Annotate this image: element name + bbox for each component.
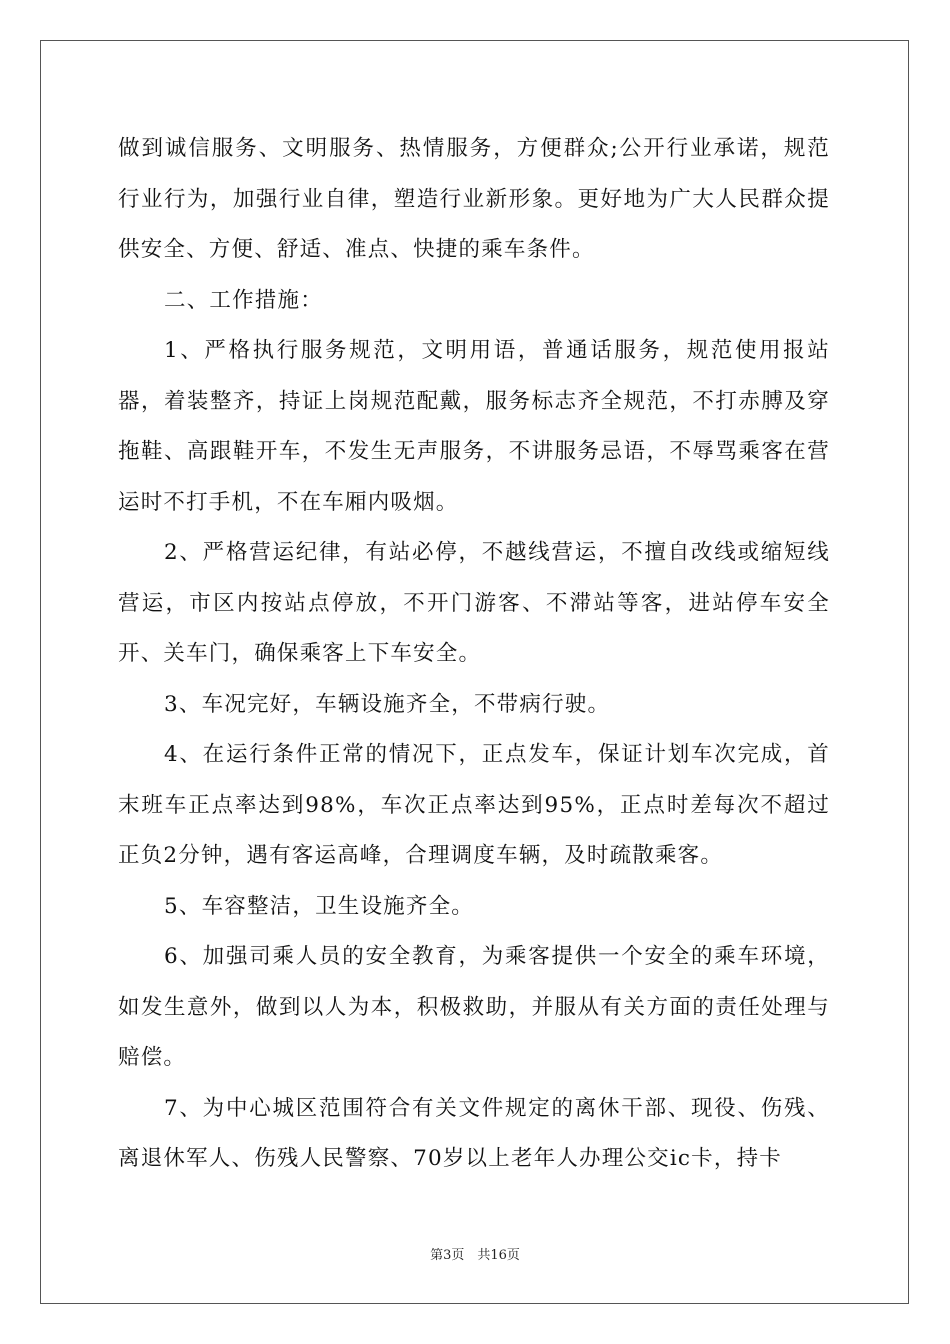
paragraph-9: 7、为中心城区范围符合有关文件规定的离休干部、现役、伤残、离退休军人、伤残人民警察、70岁以上老年人办理公交ic卡，持卡 [118,1095,830,1171]
paragraph-2-heading: 二、工作措施： [164,287,323,313]
paragraph-6: 4、在运行条件正常的情况下，正点发车，保证计划车次完成，首末班车正点率达到98%，车次正点率达到95%，正点时差每次不超过正负2分钟，遇有客运高峰，合理调度车辆，及时疏散乘客。 [118,742,830,868]
document-body [118,124,830,1185]
paragraph-4: 2、严格营运纪律，有站必停，不越线营运，不擅自改线或缩短线营运，市区内按站点停放，不开门游客、不滞站等客，进站停车安全开、关车门，确保乘客上下车安全。 [118,540,830,666]
paragraph-7: 5、车容整洁，卫生设施齐全。 [164,893,474,919]
page-number-footer: 第3页 共16页 [430,1248,520,1263]
paragraph-8: 6、加强司乘人员的安全教育，为乘客提供一个安全的乘车环境，如发生意外，做到以人为本，积极救助，并服从有关方面的责任处理与赔偿。 [118,944,830,1070]
paragraph-5: 3、车况完好，车辆设施齐全，不带病行驶。 [164,691,611,717]
paragraph-3: 1、严格执行服务规范，文明用语，普通话服务，规范使用报站器，着装整齐，持证上岗规范配戴，服务标志齐全规范，不打赤膊及穿拖鞋、高跟鞋开车，不发生无声服务，不讲服务忌语，不辱骂乘客在营运时不打手机，不在车厢内吸烟。 [118,338,830,515]
paragraph-1: 做到诚信服务、文明服务、热情服务，方便群众;公开行业承诺，规范行业行为，加强行业自律，塑造行业新形象。更好地为广大人民群众提供安全、方便、舒适、准点、快捷的乘车条件。 [118,136,830,262]
